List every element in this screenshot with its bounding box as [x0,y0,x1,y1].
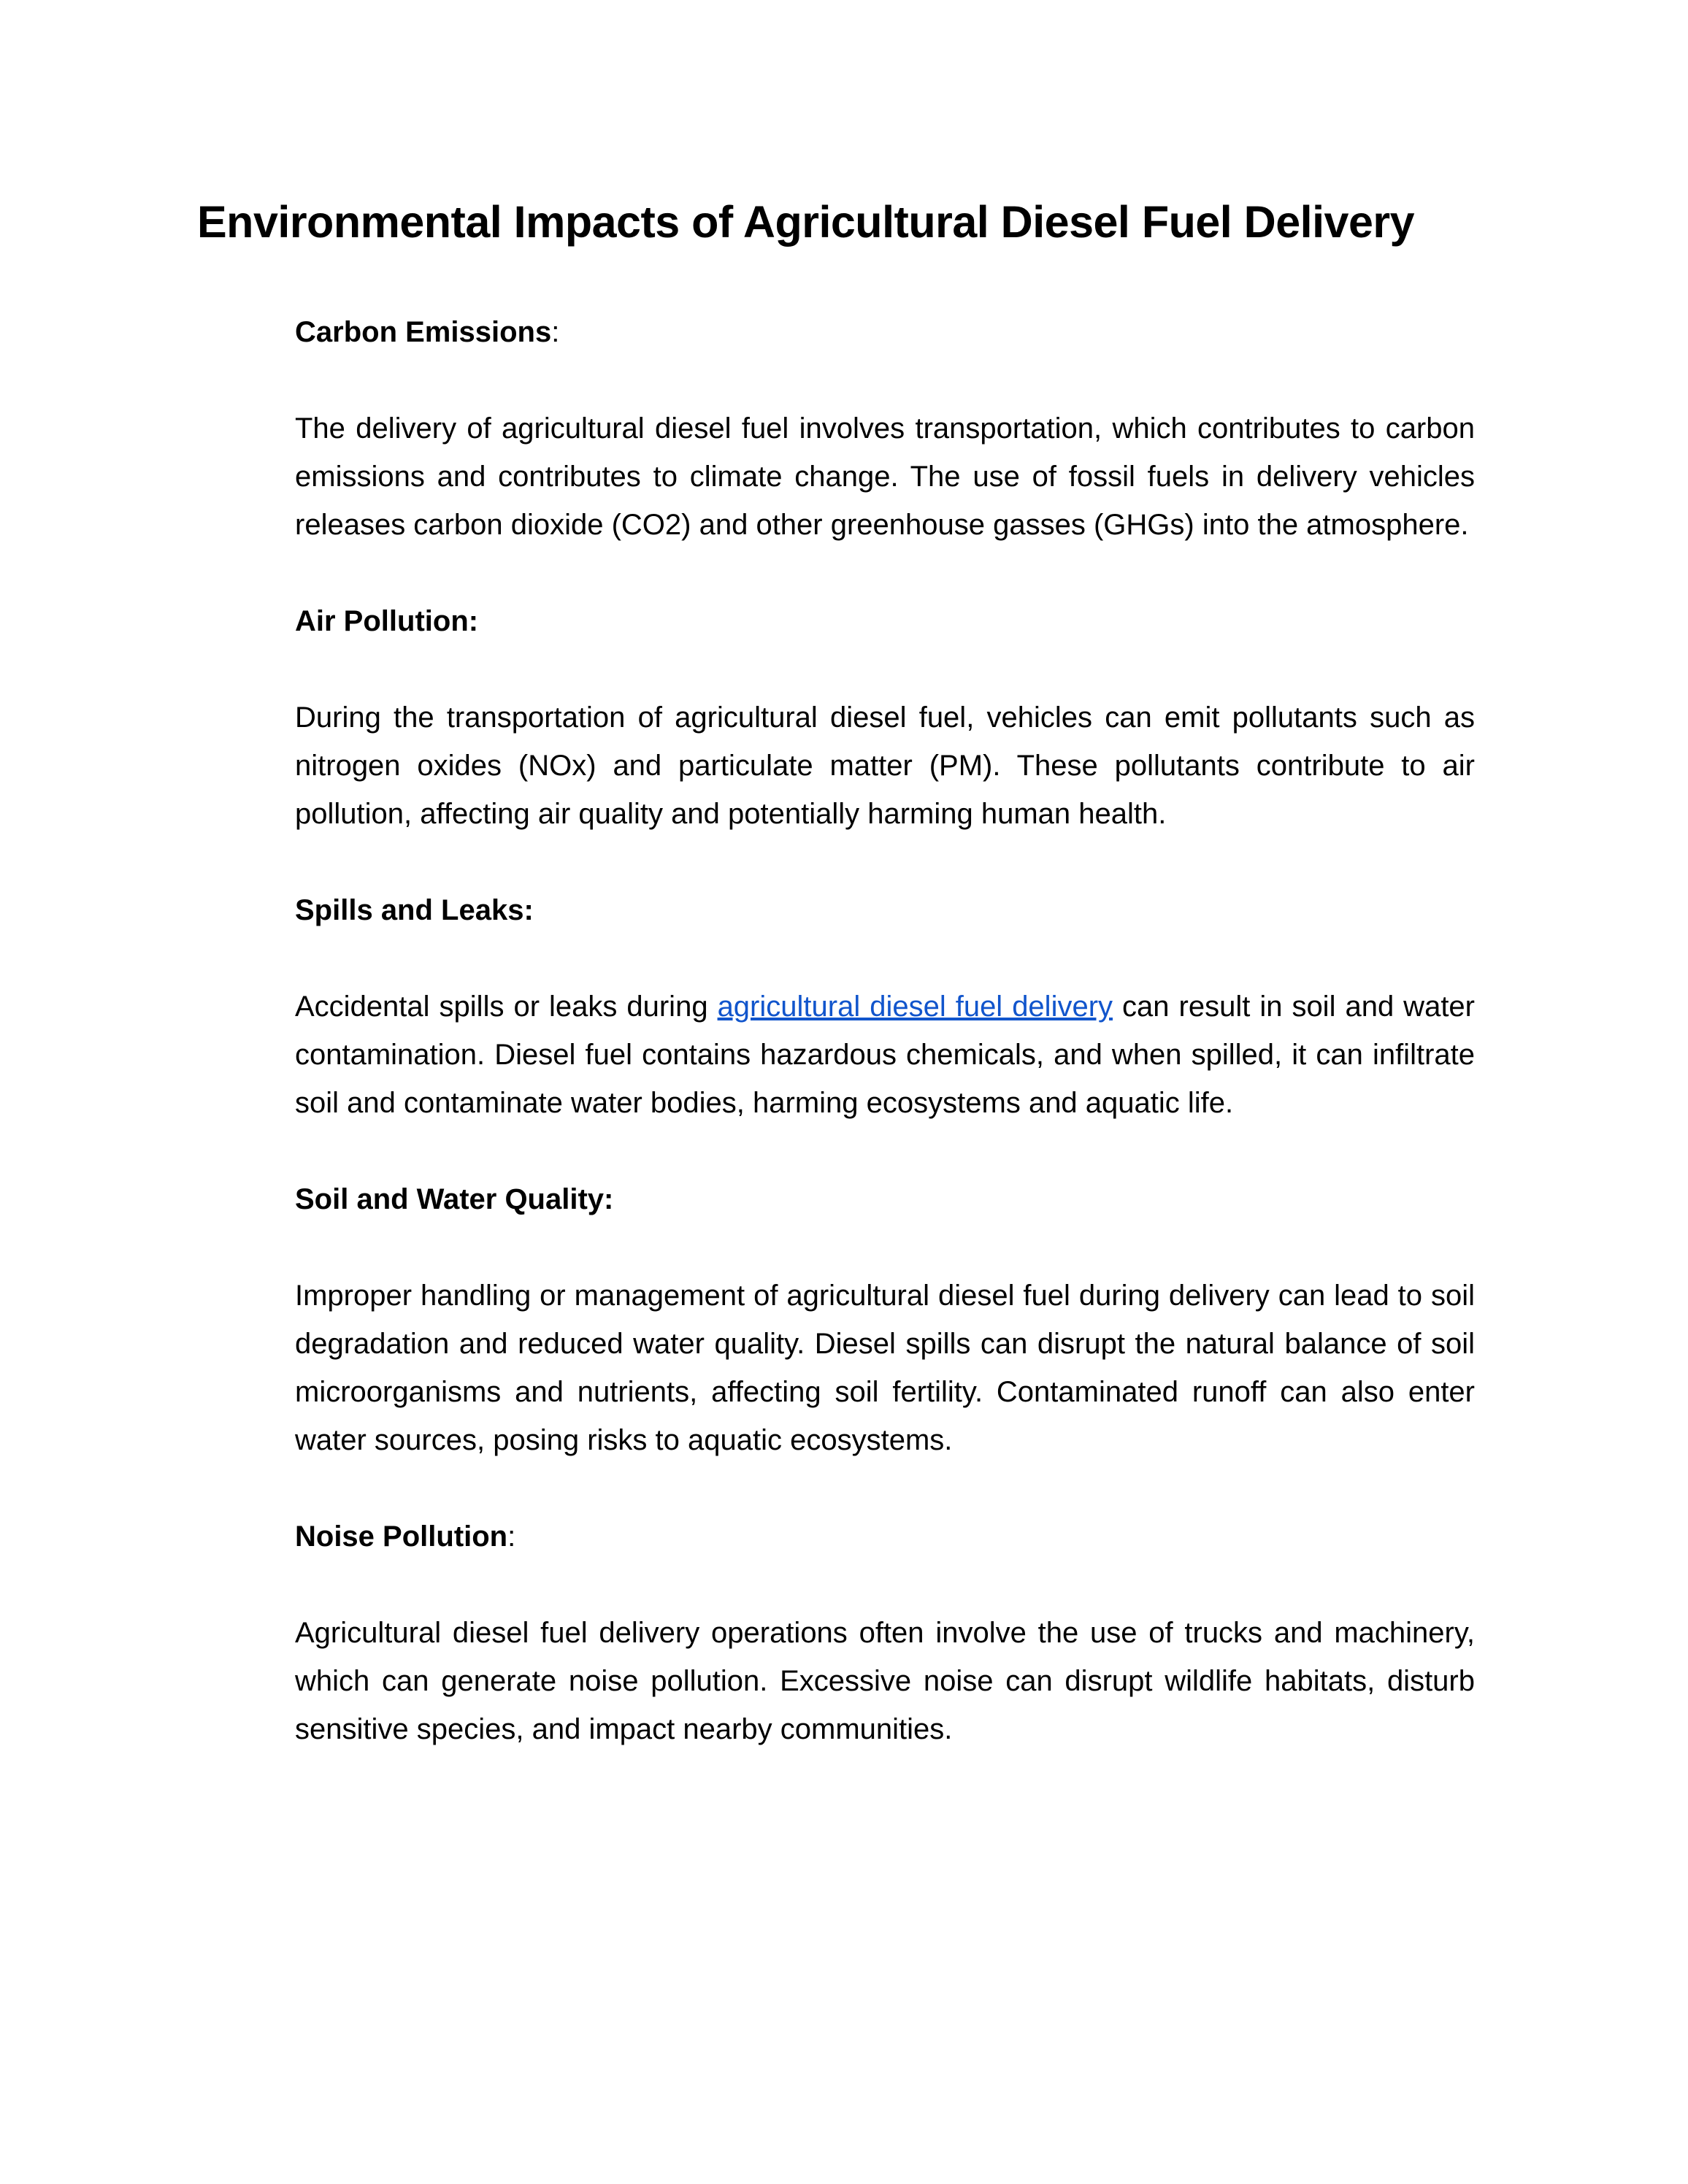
document-body [295,308,1475,1802]
paragraph-air-pollution: During the transportation of agricultural diesel fuel, vehicles can emit pollutants such as nitrogen oxides (NOx) and particulate matter (PM). These pollutants contribute to air pollution, affecting air quality and potentially harming human health. [295,701,1475,830]
section-heading-soil-and-water-quality: Soil and Water Quality: [295,1183,614,1215]
agricultural-diesel-fuel-delivery-link[interactable]: agricultural diesel fuel delivery [717,991,1113,1023]
heading-colon: : [551,316,560,348]
paragraph-soil-and-water-quality: Improper handling or management of agricultural diesel fuel during delivery can lead to soil degradation and reduced water quality. Diesel spills can disrupt the natural balance of soil microorganisms and nutrients, affecting soil fertility. Contaminated runoff can also enter water sources, posing risks to aquatic ecosystems. [295,1280,1475,1456]
heading-colon: : [507,1520,516,1553]
paragraph-spills-and-leaks [295,983,1475,1127]
section-heading-spills-and-leaks: Spills and Leaks: [295,894,534,926]
paragraph-text-after-link: can result in soil and water contamination. Diesel fuel contains hazardous chemicals, and when spilled, it can infiltrate soil and contaminate water bodies, harming ecosystems and aquatic life. [295,991,1475,1119]
section-heading-text: Noise Pollution [295,1520,508,1553]
section-heading-carbon-emissions [295,308,1475,356]
section-heading-text: Carbon Emissions [295,316,552,348]
page-title: Environmental Impacts of Agricultural Diesel Fuel Delivery [197,197,1415,247]
paragraph-noise-pollution: Agricultural diesel fuel delivery operations often involve the use of trucks and machinery, which can generate noise pollution. Excessive noise can disrupt wildlife habitats, disturb sensitive species, and impact nearby communities. [295,1617,1475,1745]
paragraph-text-before-link: Accidental spills or leaks during [295,991,718,1023]
paragraph-carbon-emissions: The delivery of agricultural diesel fuel involves transportation, which contributes to carbon emissions and contributes to climate change. The use of fossil fuels in delivery vehicles releases carbon dioxide (CO2) and other greenhouse gasses (GHGs) into the atmosphere. [295,412,1475,541]
section-heading-air-pollution: Air Pollution: [295,605,479,637]
section-heading-noise-pollution [295,1512,1475,1561]
